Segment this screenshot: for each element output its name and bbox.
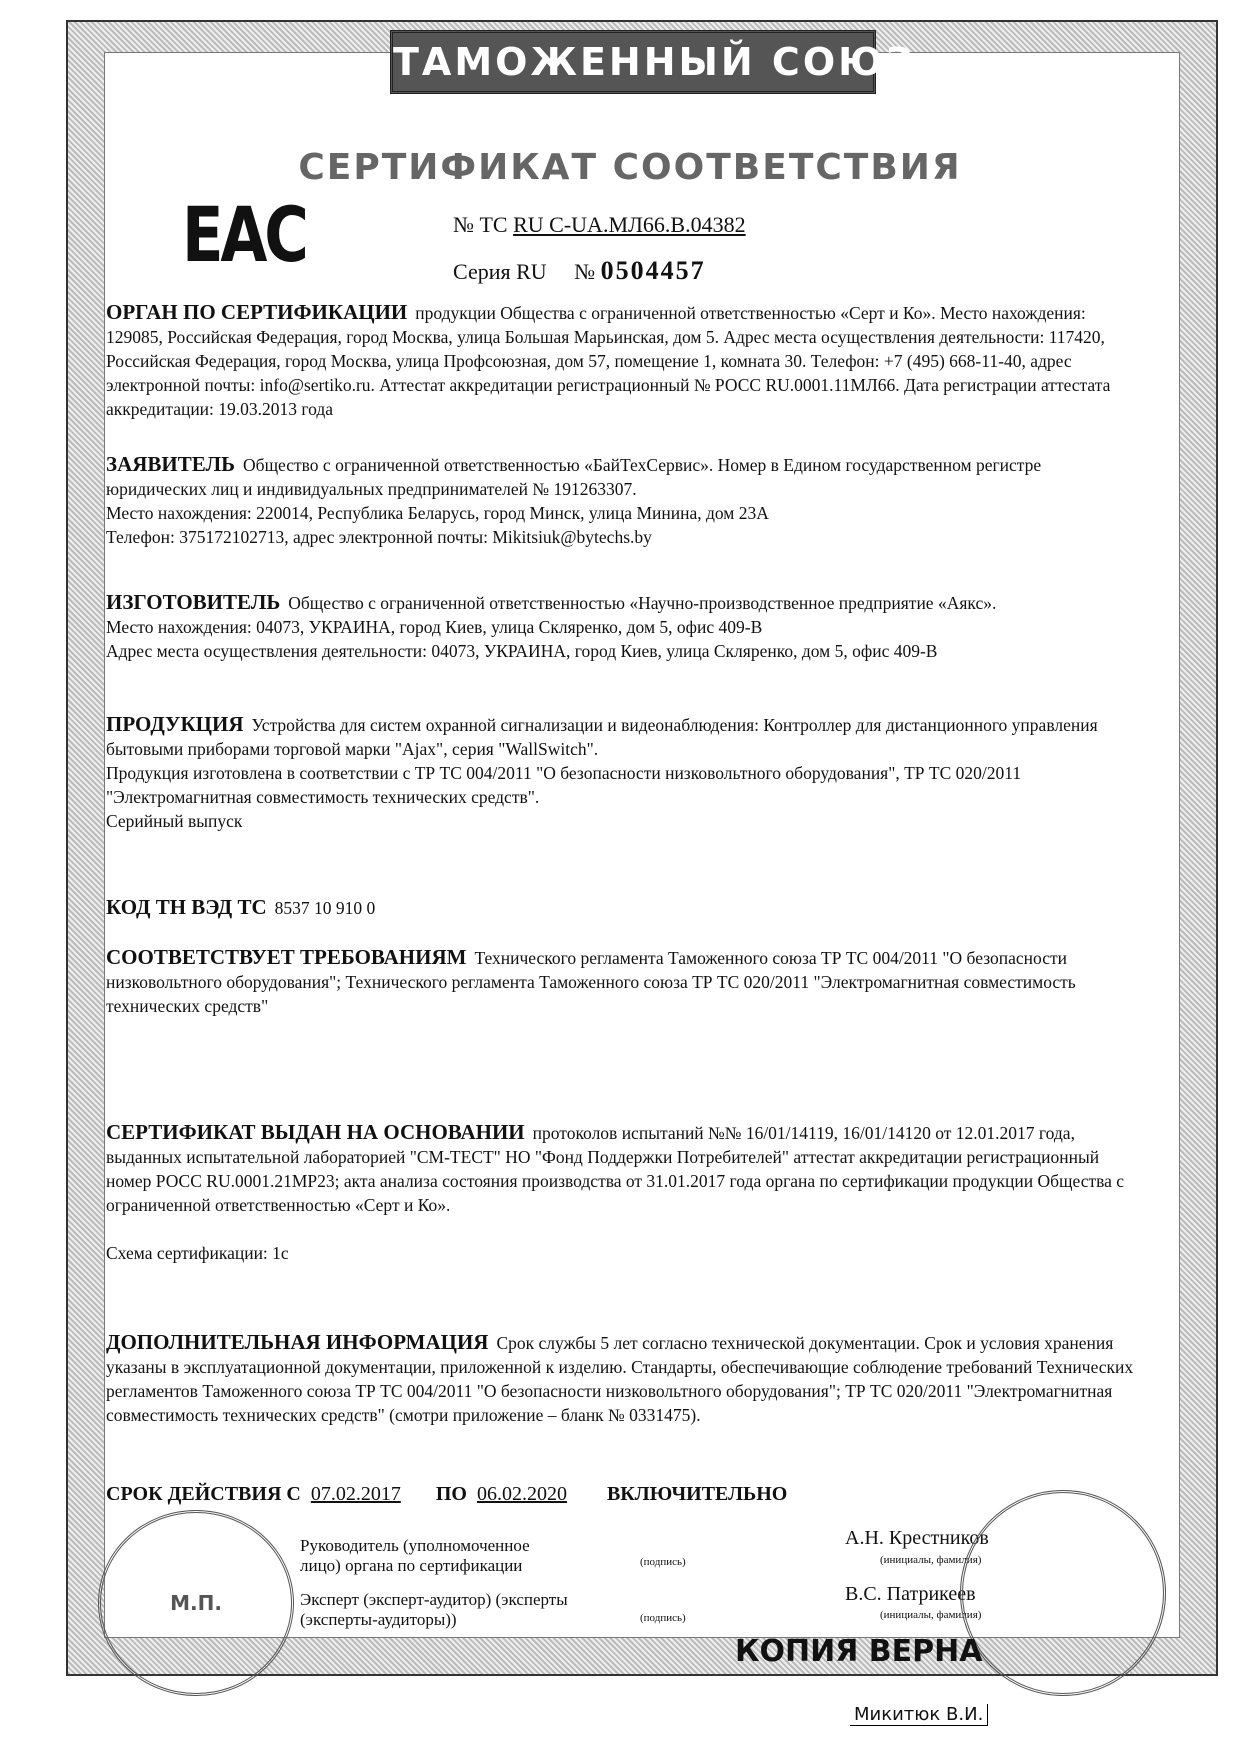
section-conforms: СООТВЕТСТВУЕТ ТРЕБОВАНИЯМ Технического регламента Таможенного союза ТР ТС 004/2011 "О безопасности низковольтного оборудования"; Технического регламента Таможенного союза ТР ТС 020/2011 "Электромагнитная совместимость технических средств"	[106, 945, 1076, 1016]
section-validity: СРОК ДЕЙСТВИЯ С 07.02.2017 ПО 06.02.2020 ВКЛЮЧИТЕЛЬНО	[106, 1483, 788, 1505]
section-code: КОД ТН ВЭД ТС 8537 10 910 0	[106, 895, 376, 919]
customs-union-banner: ТАМОЖЕННЫЙ СОЮЗ	[390, 30, 876, 94]
section-basis: СЕРТИФИКАТ ВЫДАН НА ОСНОВАНИИ протоколов испытаний №№ 16/01/14119, 16/01/14120 от 12.01.2017 года, выданных испытательной лабораторией "СМ-ТЕСТ" НО "Фонд Поддержки Потребителей" аттестат аккредитации регистрационный номер РОСС RU.0001.21МР23; акта анализа состояния производства от 31.01.2017 года органа по сертификации продукции Общества с ограниченной ответственностью «Серт и Ко». Схема сертификации: 1с	[106, 1120, 1125, 1263]
organ-seal: М.П.	[98, 1510, 294, 1696]
expert-sign-caption: (подпись)	[640, 1612, 686, 1624]
head-name-caption: (инициалы, фамилия)	[880, 1554, 982, 1566]
head-name: А.Н. Крестников	[845, 1527, 989, 1549]
expert-name: В.С. Патрикеев	[845, 1583, 976, 1605]
section-manufacturer: ИЗГОТОВИТЕЛЬ Общество с ограниченной ответственностью «Научно-производственное предприятие «Аякс». Место нахождения: 04073, УКРАИНА, город Киев, улица Скляренко, дом 5, офис 409-В Адрес места осуществления деятельности: 04073, УКРАИНА, город Киев, улица Скляренко, дом 5, офис 409-В	[106, 590, 997, 661]
eac-logo: EAC	[182, 190, 306, 279]
section-applicant: ЗАЯВИТЕЛЬ Общество с ограниченной ответственностью «БайТехСервис». Номер в Едином государственном регистре юридических лиц и индивидуальных предпринимателей № 191263307. Место нахождения: 220014, Республика Беларусь, город Минск, улица Минина, дом 23А Телефон: 375172102713, адрес электронной почты: Mikitsiuk@bytechs.by	[106, 452, 1042, 547]
section-additional: ДОПОЛНИТЕЛЬНАЯ ИНФОРМАЦИЯ Срок службы 5 лет согласно технической документации. Срок и условия хранения указаны в эксплуатационной документации, приложенной к изделию. Стандарты, обеспечивающие соблюдение требований Технических регламентов Таможенного союза ТР ТС 004/2011 "О безопасности низковольтного оборудования"; ТР ТС 020/2011 "Электромагнитная совместимость технических средств" (смотри приложение – бланк № 0331475).	[106, 1330, 1134, 1425]
expert-name-caption: (инициалы, фамилия)	[880, 1609, 982, 1621]
expert-label: Эксперт (эксперт-аудитор) (эксперты (эксперты-аудиторы))	[300, 1590, 568, 1629]
certificate-series: Серия RU № 0504457	[453, 256, 706, 285]
company-seal	[960, 1490, 1166, 1696]
copy-certified-stamp: КОПИЯ ВЕРНА	[735, 1634, 983, 1669]
certificate-number: № ТС RU C-UA.МЛ66.В.04382	[453, 212, 746, 237]
section-product: ПРОДУКЦИЯ Устройства для систем охранной сигнализации и видеонаблюдения: Контроллер для дистанционного управления бытовыми приборами торговой марки "Ajax", серия "WallSwitch". Продукция изготовлена в соответствии с ТР ТС 004/2011 "О безопасности низковольтного оборудования", ТР ТС 020/2011 "Электромагнитная совместимость технических средств". Серийный выпуск	[106, 712, 1098, 831]
certificate-title: СЕРТИФИКАТ СООТВЕТСТВИЯ	[298, 147, 962, 188]
section-organ: ОРГАН ПО СЕРТИФИКАЦИИ продукции Общества с ограниченной ответственностью «Серт и Ко». Место нахождения: 129085, Российская Федерация, город Москва, улица Большая Марьинская, дом 5. Адрес места осуществления деятельности: 117420, Российская Федерация, город Москва, улица Профсоюзная, дом 57, помещение 1, комната 30. Телефон: +7 (495) 668-11-40, адрес электронной почты: info@sertiko.ru. Аттестат аккредитации регистрационный № РОСС RU.0001.11МЛ66. Дата регистрации аттестата аккредитации: 19.03.2013 года	[106, 300, 1111, 419]
head-label: Руководитель (уполномоченное лицо) органа по сертификации	[300, 1536, 530, 1575]
head-sign-caption: (подпись)	[640, 1556, 686, 1568]
copy-certifier-name: Микитюк В.И.	[850, 1704, 988, 1726]
